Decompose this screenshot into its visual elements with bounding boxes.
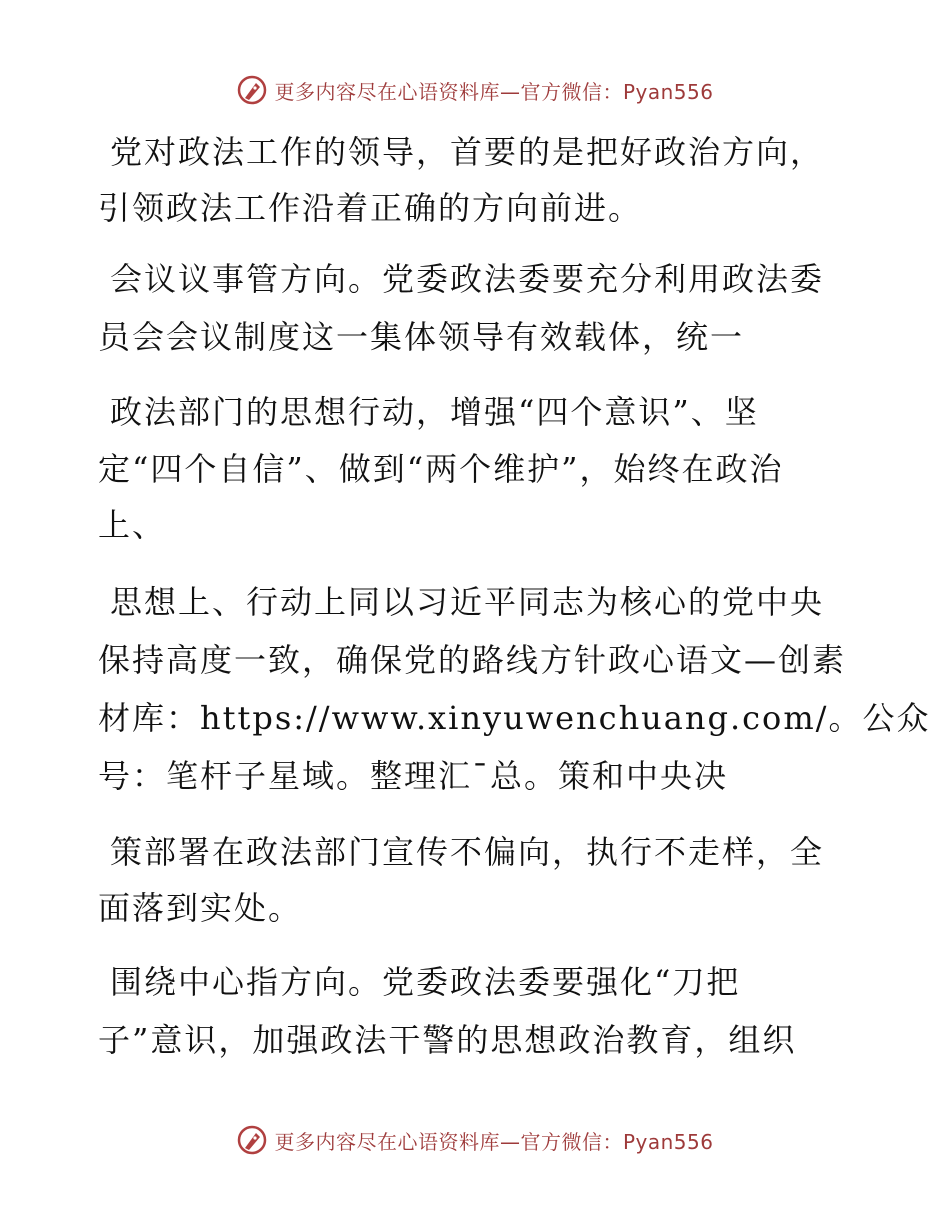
text-line: 面落到实处。 xyxy=(98,889,303,927)
text-line: 思想上、行动上同以习近平同志为核心的党中央 xyxy=(110,583,825,621)
footer-banner xyxy=(0,1120,950,1160)
text-line: 号：笔杆子星域。整理汇¯总。策和中央决 xyxy=(98,757,729,795)
text-line: 政法部门的思想行动，增强“四个意识”、坚 xyxy=(110,393,759,431)
text-line: 会议议事管方向。党委政法委要充分利用政法委 xyxy=(110,260,825,298)
text-line: 引领政法工作沿着正确的方向前进。 xyxy=(98,189,643,227)
text-line: 员会会议制度这一集体领导有效载体，统一 xyxy=(98,318,745,356)
text-line: 上、 xyxy=(98,506,167,544)
text-line: 围绕中心指方向。党委政法委要强化“刀把 xyxy=(110,963,741,1001)
text-line: 保持高度一致，确保党的路线方针政心语文—创素 xyxy=(98,641,847,679)
text-line: 策部署在政法部门宣传不偏向，执行不走样，全 xyxy=(110,833,825,871)
banner-text: 更多内容尽在心语资料库—官方微信：Pyan556 xyxy=(274,79,714,104)
pen-nib-logo-icon xyxy=(236,1124,268,1156)
text-line: 子”意识，加强政法干警的思想政治教育，组织 xyxy=(98,1021,797,1059)
text-line: 定“四个自信”、做到“两个维护”，始终在政治 xyxy=(98,450,784,488)
text-line: 党对政法工作的领导，首要的是把好政治方向， xyxy=(110,133,825,171)
text-line: 材库：https://www.xinyuwenchuang.com/。公众 xyxy=(98,699,931,737)
banner-text: 更多内容尽在心语资料库—官方微信：Pyan556 xyxy=(274,1129,714,1154)
